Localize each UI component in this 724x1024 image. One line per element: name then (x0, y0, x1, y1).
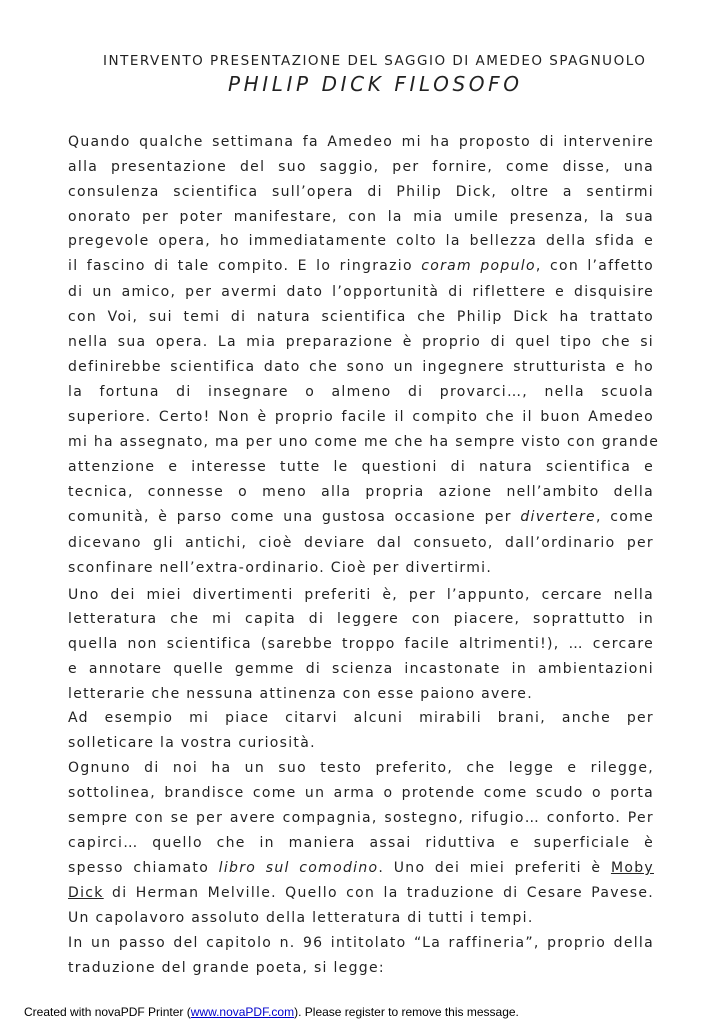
italic-phrase: libro sul comodino (218, 860, 379, 876)
document-title: PHILIP DICK FILOSOFO (228, 72, 523, 96)
text-line: traduzione del grande poeta, si legge: (68, 960, 385, 976)
text-line: dicevano gli antichi, cioè deviare dal consueto, dall’ordinario per (68, 535, 654, 551)
novapdf-link[interactable]: www.novaPDF.com (190, 1005, 295, 1019)
text-line: spesso chiamato libro sul comodino. Uno dei miei preferiti è Moby (68, 860, 654, 876)
text-line: pregevole opera, ho immediatamente colto la bellezza della sfida e (68, 233, 654, 249)
text-line: comunità, è parso come una gustosa occasione per divertere, come (68, 509, 654, 525)
text-line: il fascino di tale compito. E lo ringrazio coram populo, con l’affetto (68, 258, 654, 274)
text-line: alla presentazione del suo saggio, per fornire, come disse, una (68, 159, 654, 175)
text-line: tecnica, connesse o meno alla propria azione nell’ambito della (68, 484, 654, 500)
text-line: Quando qualche settimana fa Amedeo mi ha proposto di intervenire (68, 134, 654, 150)
text-line: solleticare la vostra curiosità. (68, 735, 316, 751)
text-line: consulenza scientifica sull’opera di Philip Dick, oltre a sentirmi (68, 184, 654, 200)
text-line: sempre con se per avere compagnia, sostegno, rifugio… conforto. Per (68, 810, 654, 826)
text-line: capirci… quello che in maniera assai riduttiva e superficiale è (68, 835, 654, 851)
text-line: la fortuna di insegnare o almeno di provarci…, nella scuola (68, 384, 654, 400)
text-line: nella sua opera. La mia preparazione è proprio di quel tipo che si (68, 334, 654, 350)
underlined-title: Moby (610, 860, 654, 876)
watermark-footer: Created with novaPDF Printer (www.novaPDF.com). Please register to remove this message. (24, 1005, 519, 1019)
text-line: e annotare quelle gemme di scienza incastonate in ambientazioni (68, 661, 654, 677)
italic-phrase: divertere (520, 509, 596, 525)
text-line: superiore. Certo! Non è proprio facile il compito che il buon Amedeo (68, 409, 654, 425)
text-line: Un capolavoro assoluto della letteratura di tutti i tempi. (68, 910, 534, 926)
text-line: Ad esempio mi piace citarvi alcuni mirabili brani, anche per (68, 710, 654, 726)
text-line: definirebbe scientifica dato che sono un ingegnere strutturista e ho (68, 359, 654, 375)
text-line: Uno dei miei divertimenti preferiti è, per l’appunto, cercare nella (68, 587, 654, 603)
text-line: quella non scientifica (sarebbe troppo facile altrimenti!), … cercare (68, 636, 654, 652)
document-subtitle: INTERVENTO PRESENTAZIONE DEL SAGGIO DI AMEDEO SPAGNUOLO (103, 53, 647, 69)
text-line: sottolinea, brandisce come un arma o protende come scudo o porta (68, 785, 654, 801)
text-line: attenzione e interesse tutte le questioni di natura scientifica e (68, 459, 654, 475)
text-line: letteratura che mi capita di leggere con piacere, soprattutto in (68, 611, 654, 627)
text-line: mi ha assegnato, ma per uno come me che ha sempre visto con grande (68, 434, 660, 450)
text-line: sconfinare nell’extra-ordinario. Cioè per divertirmi. (68, 560, 493, 576)
underlined-title: Dick (68, 885, 104, 901)
text-line: onorato per poter manifestare, con la mia umile presenza, la sua (68, 209, 654, 225)
text-line: Ognuno di noi ha un suo testo preferito, che legge e rilegge, (68, 760, 654, 776)
italic-phrase: coram populo (421, 258, 536, 274)
text-line: Dick di Herman Melville. Quello con la traduzione di Cesare Pavese. (68, 885, 654, 901)
text-line: In un passo del capitolo n. 96 intitolato “La raffineria”, proprio della (68, 935, 654, 951)
text-line: letterarie che nessuna attinenza con esse paiono avere. (68, 686, 533, 702)
text-line: di un amico, per avermi dato l’opportunità di riflettere e disquisire (68, 284, 654, 300)
text-line: con Voi, sui temi di natura scientifica che Philip Dick ha trattato (68, 309, 654, 325)
